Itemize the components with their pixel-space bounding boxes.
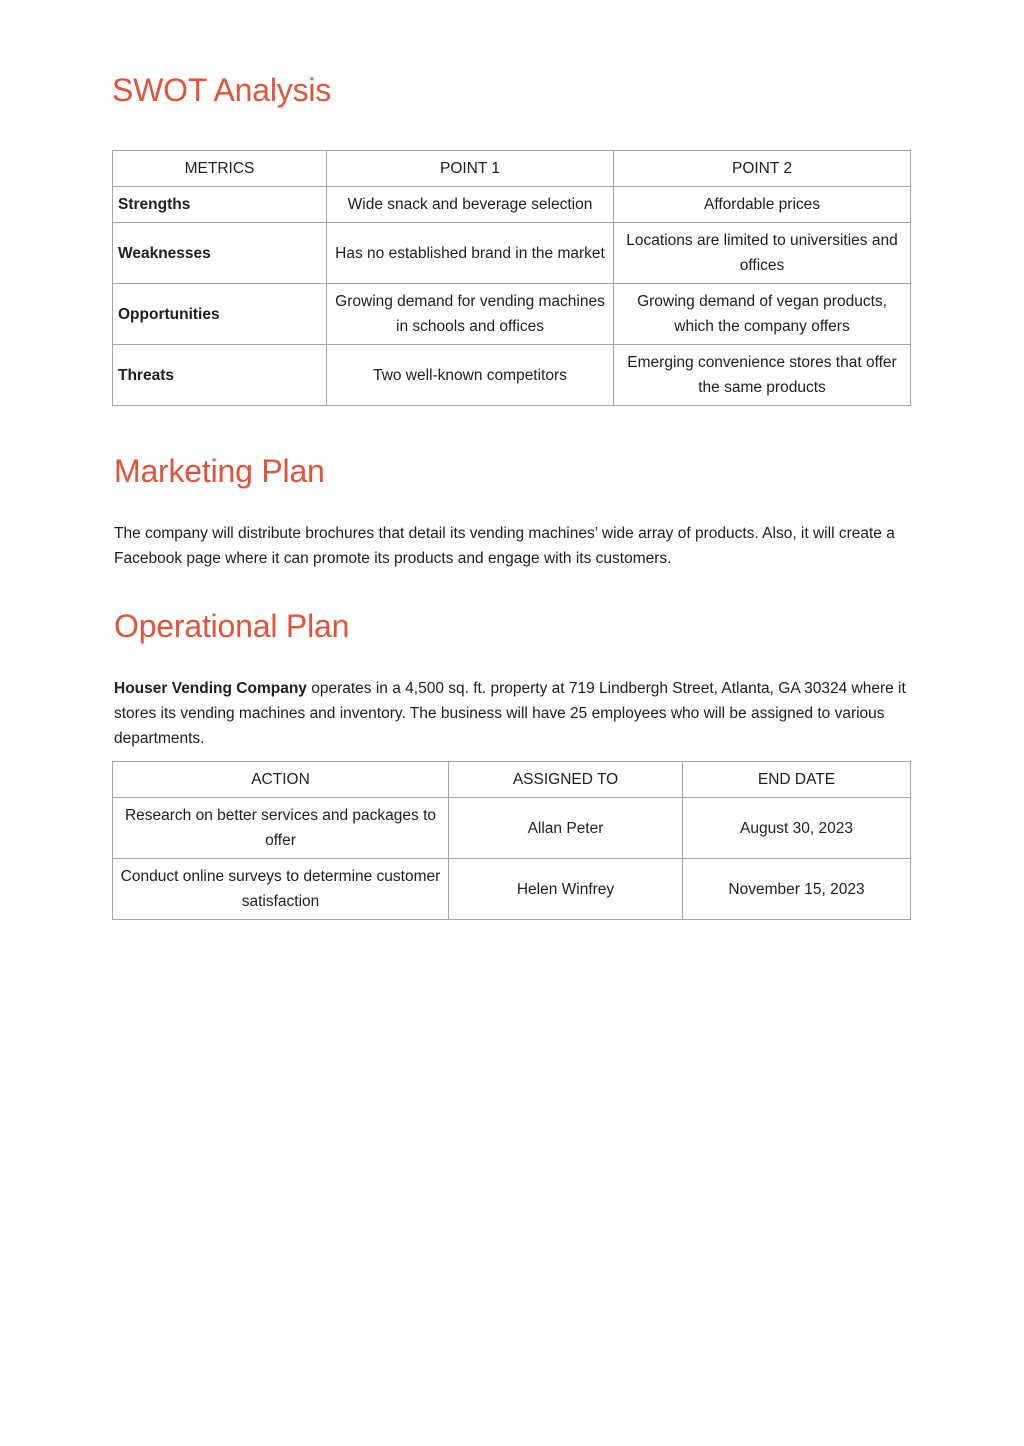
operational-plan-heading: Operational Plan bbox=[114, 608, 350, 644]
column-header-point-1: POINT 1 bbox=[327, 151, 614, 187]
table-row bbox=[113, 223, 911, 284]
point-1-cell: Growing demand for vending machines in schools and offices bbox=[327, 284, 614, 345]
metric-label: Threats bbox=[113, 345, 327, 406]
column-header-point-2: POINT 2 bbox=[614, 151, 911, 187]
swot-header-row bbox=[113, 151, 911, 187]
end-date-cell: November 15, 2023 bbox=[683, 859, 911, 920]
operational-plan-text: operates in a 4,500 sq. ft. property at 719 Lindbergh Street, Atlanta, GA 30324 where it stores its vending machines and inventory. The business will have 25 employees who will be assigned to various departments. bbox=[114, 680, 906, 747]
table-row bbox=[113, 187, 911, 223]
table-row bbox=[113, 859, 911, 920]
action-plan-table bbox=[112, 761, 911, 920]
metric-label: Weaknesses bbox=[113, 223, 327, 284]
end-date-cell: August 30, 2023 bbox=[683, 798, 911, 859]
point-2-cell: Growing demand of vegan products, which the company offers bbox=[614, 284, 911, 345]
metric-label: Strengths bbox=[113, 187, 327, 223]
action-header-row bbox=[113, 762, 911, 798]
marketing-plan-heading: Marketing Plan bbox=[114, 453, 325, 489]
point-2-cell: Locations are limited to universities and offices bbox=[614, 223, 911, 284]
point-1-cell: Two well-known competitors bbox=[327, 345, 614, 406]
assigned-to-cell: Allan Peter bbox=[449, 798, 683, 859]
action-cell: Research on better services and packages to offer bbox=[113, 798, 449, 859]
marketing-plan-paragraph: The company will distribute brochures that detail its vending machines’ wide array of products. Also, it will create a Facebook page where it can promote its products and engage with its customers. bbox=[114, 525, 895, 567]
assigned-to-cell: Helen Winfrey bbox=[449, 859, 683, 920]
table-row bbox=[113, 798, 911, 859]
point-1-cell: Has no established brand in the market bbox=[327, 223, 614, 284]
column-header-end-date: END DATE bbox=[683, 762, 911, 798]
swot-heading: SWOT Analysis bbox=[112, 72, 332, 108]
operational-plan-paragraph bbox=[114, 676, 910, 751]
action-cell: Conduct online surveys to determine customer satisfaction bbox=[113, 859, 449, 920]
column-header-action: ACTION bbox=[113, 762, 449, 798]
table-row bbox=[113, 345, 911, 406]
metric-label: Opportunities bbox=[113, 284, 327, 345]
point-1-cell: Wide snack and beverage selection bbox=[327, 187, 614, 223]
column-header-metrics: METRICS bbox=[113, 151, 327, 187]
point-2-cell: Emerging convenience stores that offer the same products bbox=[614, 345, 911, 406]
swot-table bbox=[112, 150, 911, 406]
table-row bbox=[113, 284, 911, 345]
column-header-assigned-to: ASSIGNED TO bbox=[449, 762, 683, 798]
company-name: Houser Vending Company bbox=[114, 680, 307, 697]
point-2-cell: Affordable prices bbox=[614, 187, 911, 223]
